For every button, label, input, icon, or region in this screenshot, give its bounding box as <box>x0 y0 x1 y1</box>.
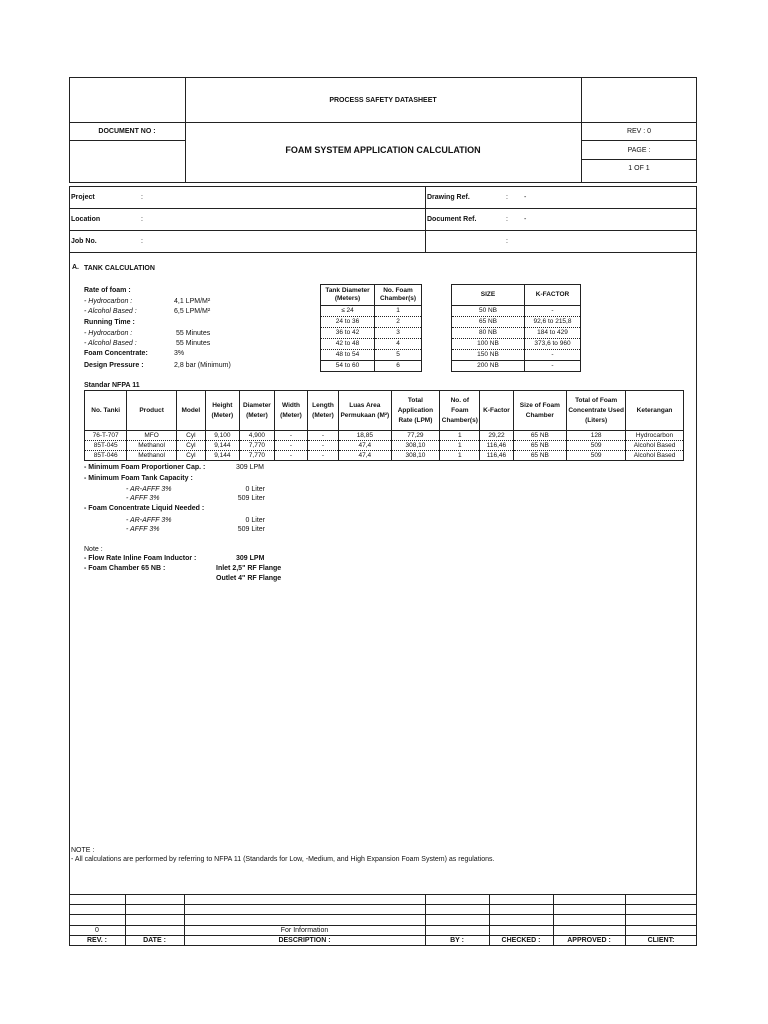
table-cell: 48 to 54 <box>321 350 375 361</box>
ar-afff-1-label: - AR-AFFF 3% <box>126 486 172 493</box>
approved-header: APPROVED : <box>567 937 611 944</box>
table-cell: 308,10 <box>391 451 440 461</box>
rt-hydrocarbon-value: 55 Minutes <box>176 330 211 337</box>
hydrocarbon-value: 4,1 LPM/M² <box>174 298 211 305</box>
conc-needed-label: - Foam Concentrate Liquid Needed : <box>84 505 205 512</box>
note-flow-rate: - Flow Rate Inline Foam Inductor : <box>84 555 197 562</box>
table-row <box>452 306 581 317</box>
table-cell: 80 NB <box>452 328 525 339</box>
table-cell: ≤ 24 <box>321 306 375 317</box>
table-header-cell: K-Factor <box>480 391 513 431</box>
table-cell: 1 <box>375 306 422 317</box>
table-cell: 47,4 <box>339 441 392 451</box>
rev-line-3 <box>69 914 697 915</box>
table-row <box>321 317 422 328</box>
table-cell: Methanol <box>127 441 177 451</box>
min-tank-capacity-label: - Minimum Foam Tank Capacity : <box>84 475 193 482</box>
document-ref-value: - <box>524 216 527 223</box>
table-cell: 65 NB <box>513 431 567 441</box>
running-time-label: Running Time : <box>84 319 135 326</box>
note-inlet-value: Inlet 2,5" RF Flange <box>216 565 282 572</box>
afff-2-label: - AFFF 3% <box>126 526 160 533</box>
description-header: DESCRIPTION : <box>278 937 331 944</box>
foam-concentrate-value: 3% <box>174 350 185 357</box>
header-rev-line <box>581 140 697 141</box>
footer-note-text: - All calculations are performed by referring to NFPA 11 (Standards for Low, -Medium, and High Expansion Foam System) as regulations. <box>71 856 495 863</box>
afff-2-value: 509 Liter <box>237 526 265 533</box>
page-field: PAGE : <box>627 147 651 154</box>
table-cell: 184 to 429 <box>525 328 581 339</box>
table-row <box>321 339 422 350</box>
afff-1-value: 509 Liter <box>237 495 265 502</box>
table-cell: 200 NB <box>452 361 525 372</box>
table-cell: 128 <box>567 431 626 441</box>
alcohol-value: 6,5 LPM/M² <box>174 308 211 315</box>
table-header-cell: Width (Meter) <box>274 391 307 431</box>
table-cell: Hydrocarbon <box>626 431 684 441</box>
min-proportioner-value: 309 LPM <box>236 464 265 471</box>
table-cell: - <box>274 451 307 461</box>
table-cell: 116,46 <box>480 451 513 461</box>
by-header: BY : <box>450 937 464 944</box>
table-cell: 116,46 <box>480 441 513 451</box>
table-row <box>452 317 581 328</box>
table-cell: 47,4 <box>339 451 392 461</box>
rt-alcohol-label: - Alcohol Based : <box>84 340 137 347</box>
table-cell: 65 NB <box>452 317 525 328</box>
afff-1-label: - AFFF 3% <box>126 495 160 502</box>
tank-calculation-table <box>84 390 684 461</box>
table-header-cell: No. Foam Chamber(s) <box>375 285 422 306</box>
location-label: Location <box>71 216 101 223</box>
drawing-ref-colon: : <box>506 194 508 201</box>
alcohol-label: - Alcohol Based : <box>84 308 137 315</box>
table-cell: 7,770 <box>239 451 274 461</box>
table-cell: 42 to 48 <box>321 339 375 350</box>
table-cell: 77,29 <box>391 431 440 441</box>
header-mid-line <box>69 122 697 123</box>
table-cell: 308,10 <box>391 441 440 451</box>
note-outlet-value: Outlet 4" RF Flange <box>216 575 282 582</box>
table-cell: Cyl <box>176 451 205 461</box>
table-cell: 6 <box>375 361 422 372</box>
table-header-cell: Height (Meter) <box>205 391 239 431</box>
rev-field: REV : 0 <box>626 128 652 135</box>
table-cell: 9,144 <box>205 441 239 451</box>
table-row <box>85 451 684 461</box>
document-subtitle: FOAM SYSTEM APPLICATION CALCULATION <box>285 145 481 155</box>
rt-hydrocarbon-label: - Hydrocarbon : <box>84 330 133 337</box>
table-row <box>452 361 581 372</box>
page-of-field: 1 OF 1 <box>628 165 650 172</box>
document-no-label: DOCUMENT NO : <box>98 128 156 135</box>
table-cell: - <box>525 361 581 372</box>
document-ref-label: Document Ref. <box>427 216 477 223</box>
table-cell: - <box>308 431 339 441</box>
location-colon: : <box>141 216 143 223</box>
drawing-ref-value: - <box>524 194 527 201</box>
table-cell: 65 NB <box>513 451 567 461</box>
page-title: PROCESS SAFETY DATASHEET <box>329 97 437 104</box>
table-header-cell: Product <box>127 391 177 431</box>
header-doc-line <box>69 140 185 141</box>
table-header-cell: Model <box>176 391 205 431</box>
table-cell: 54 to 60 <box>321 361 375 372</box>
table-cell: 4 <box>375 339 422 350</box>
ar-afff-1-value: 0 Liter <box>245 486 265 493</box>
table-cell: 50 NB <box>452 306 525 317</box>
ar-afff-2-value: 0 Liter <box>245 517 265 524</box>
table-header-row <box>321 285 422 306</box>
table-cell: 150 NB <box>452 350 525 361</box>
table-cell: 1 <box>440 451 480 461</box>
table-cell: 4,900 <box>239 431 274 441</box>
client-header: CLIENT: <box>647 937 675 944</box>
table-header-cell: No. of Foam Chamber(s) <box>440 391 480 431</box>
table-row <box>321 350 422 361</box>
table-cell: 65 NB <box>513 441 567 451</box>
table-cell: 373,6 to 960 <box>525 339 581 350</box>
project-colon: : <box>141 194 143 201</box>
table-cell: 1 <box>440 441 480 451</box>
note-label: Note : <box>84 546 103 553</box>
table-cell: - <box>274 431 307 441</box>
description-value: For Information <box>280 927 329 934</box>
table-header-cell: No. Tanki <box>85 391 127 431</box>
rate-of-foam-label: Rate of foam : <box>84 287 131 294</box>
footer-note-label: NOTE : <box>71 847 95 854</box>
table-header-cell: Total Application Rate (LPM) <box>391 391 440 431</box>
table-row <box>452 339 581 350</box>
table-cell: Alcohol Based <box>626 451 684 461</box>
job-ref-colon: : <box>506 238 508 245</box>
table-cell: 5 <box>375 350 422 361</box>
hydrocarbon-label: - Hydrocarbon : <box>84 298 133 305</box>
table-cell: 92,6 to 215,8 <box>525 317 581 328</box>
table-header-cell: Length (Meter) <box>308 391 339 431</box>
note-flow-rate-value: 309 LPM <box>236 555 265 562</box>
table-header-cell: Total of Foam Concentrate Used (Liters) <box>567 391 626 431</box>
table-cell: 85T-045 <box>85 441 127 451</box>
rev-line-1 <box>69 894 697 895</box>
header-page-line <box>581 159 697 160</box>
table-header-cell: Size of Foam Chamber <box>513 391 567 431</box>
job-no-colon: : <box>141 238 143 245</box>
table-header-cell: Luas Area Permukaan (M²) <box>339 391 392 431</box>
rev-header: REV. : <box>87 937 107 944</box>
table-header-cell: Diameter (Meter) <box>239 391 274 431</box>
table-row <box>452 328 581 339</box>
table-row <box>85 431 684 441</box>
table-row <box>321 328 422 339</box>
table-cell: 509 <box>567 441 626 451</box>
table-cell: MFO <box>127 431 177 441</box>
header-divider-left <box>185 77 186 183</box>
table-header-cell: K-FACTOR <box>525 285 581 306</box>
rt-alcohol-value: 55 Minutes <box>176 340 211 347</box>
table-cell: Cyl <box>176 441 205 451</box>
table-header-cell: Keterangan <box>626 391 684 431</box>
rev-line-2 <box>69 904 697 905</box>
foam-concentrate-label: Foam Concentrate: <box>84 350 148 357</box>
info-line-3 <box>69 252 697 253</box>
table-cell: 18,85 <box>339 431 392 441</box>
table-cell: - <box>308 441 339 451</box>
min-proportioner-label: - Minimum Foam Proportioner Cap. : <box>84 464 206 471</box>
table-row <box>85 441 684 451</box>
document-ref-colon: : <box>506 216 508 223</box>
table-cell: - <box>274 441 307 451</box>
table-header-row <box>85 391 684 431</box>
table-cell: 3 <box>375 328 422 339</box>
note-foam-chamber: - Foam Chamber 65 NB : <box>84 565 166 572</box>
table-cell: 29,22 <box>480 431 513 441</box>
k-factor-table <box>451 284 581 372</box>
table-cell: Cyl <box>176 431 205 441</box>
date-header: DATE : <box>143 937 166 944</box>
table-cell: - <box>525 350 581 361</box>
table-cell: - <box>308 451 339 461</box>
table-cell: 509 <box>567 451 626 461</box>
section-letter: A. <box>72 264 79 271</box>
job-no-label: Job No. <box>71 238 97 245</box>
table-header-row <box>452 285 581 306</box>
section-title: TANK CALCULATION <box>84 265 155 272</box>
project-label: Project <box>71 194 95 201</box>
table-cell: Alcohol Based <box>626 441 684 451</box>
table-cell: 9,144 <box>205 451 239 461</box>
ar-afff-2-label: - AR-AFFF 3% <box>126 517 172 524</box>
info-divider <box>425 186 426 252</box>
design-pressure-value: 2,8 bar (Minimum) <box>174 362 231 369</box>
table-cell: Methanol <box>127 451 177 461</box>
table-cell: 7,770 <box>239 441 274 451</box>
table-cell: 36 to 42 <box>321 328 375 339</box>
table-header-cell: SIZE <box>452 285 525 306</box>
table-cell: 100 NB <box>452 339 525 350</box>
rev-value: 0 <box>95 927 99 934</box>
table-row <box>321 306 422 317</box>
drawing-ref-label: Drawing Ref. <box>427 194 470 201</box>
table-cell: 76-T-707 <box>85 431 127 441</box>
info-line-2 <box>69 230 697 231</box>
table-header-cell: Tank Diameter (Meters) <box>321 285 375 306</box>
table-cell: 1 <box>440 431 480 441</box>
checked-header: CHECKED : <box>501 937 541 944</box>
table-cell: 2 <box>375 317 422 328</box>
standard-label: Standar NFPA 11 <box>84 382 140 389</box>
table-row <box>321 361 422 372</box>
design-pressure-label: Design Pressure : <box>84 362 144 369</box>
table-cell: - <box>525 306 581 317</box>
table-cell: 85T-046 <box>85 451 127 461</box>
table-cell: 24 to 36 <box>321 317 375 328</box>
info-line-1 <box>69 208 697 209</box>
table-cell: 9,100 <box>205 431 239 441</box>
table-row <box>452 350 581 361</box>
tank-diameter-table <box>320 284 422 372</box>
